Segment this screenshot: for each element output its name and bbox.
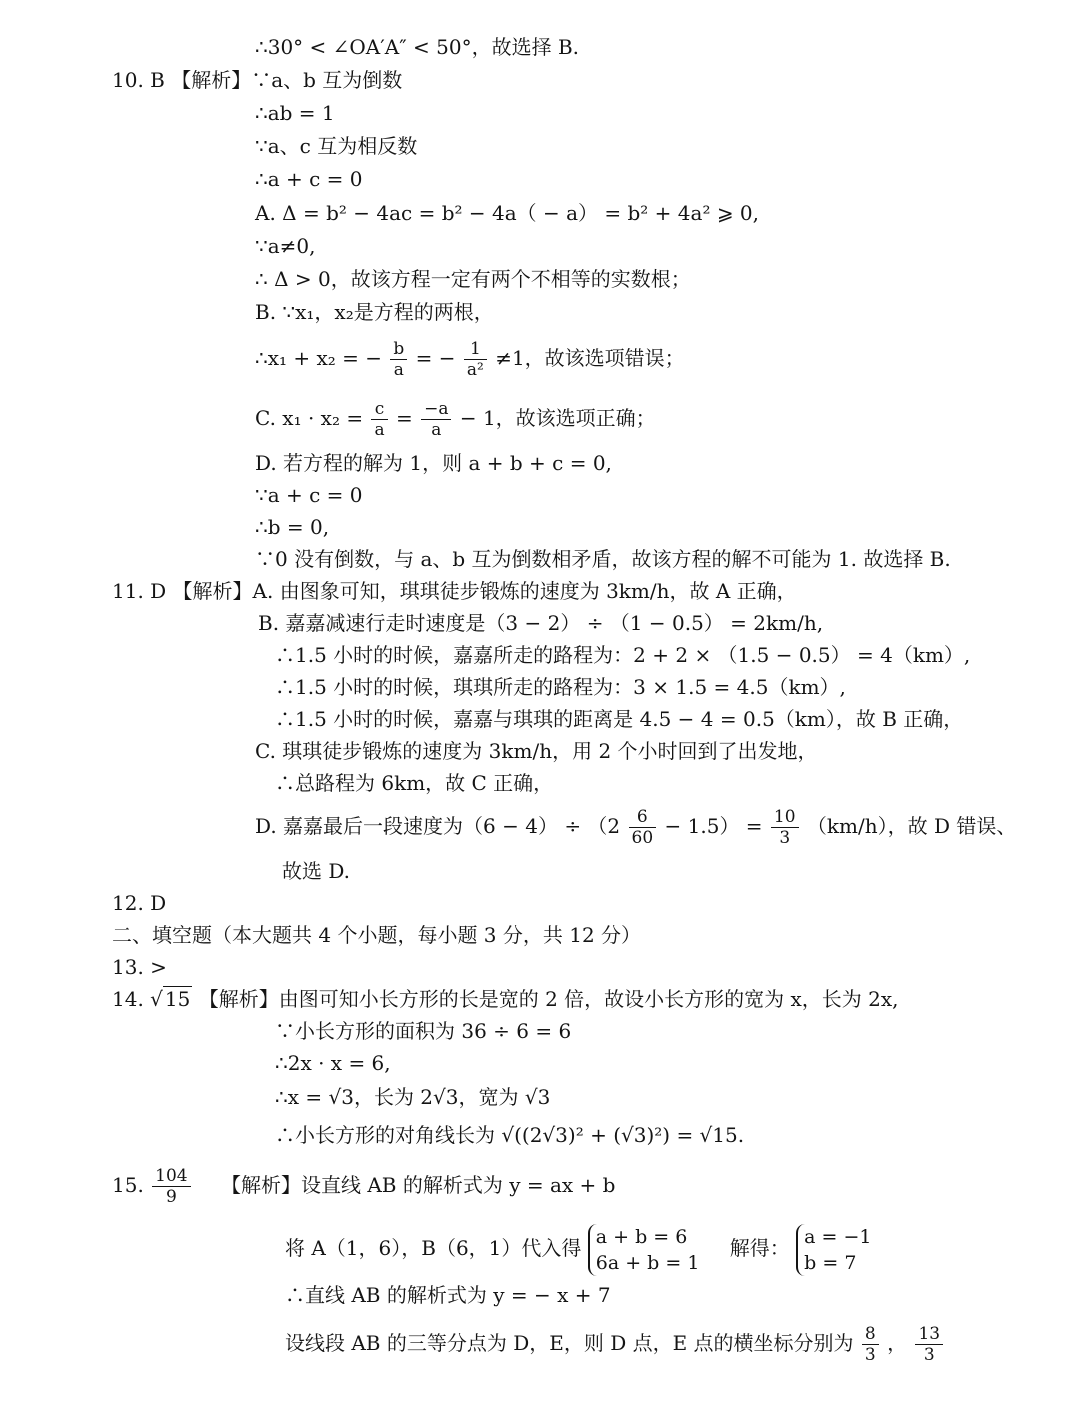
text-segment: = − <box>415 346 456 370</box>
line-q10-b-zero: ∴b = 0, <box>255 515 330 539</box>
text-segment: 将 A（1，6），B（6，1）代入得 <box>285 1236 582 1260</box>
radicand: 15 <box>164 987 191 1011</box>
fraction <box>421 399 451 440</box>
numerator: 104 <box>152 1166 190 1187</box>
text-segment: − 1.5） = <box>664 814 763 838</box>
equation: a + b = 6 <box>595 1225 688 1248</box>
solution-system <box>796 1224 871 1276</box>
line-q11-qiqi-distance: ∴1.5 小时的时候，琪琪所走的路程为：3 × 1.5 = 4.5（km）, <box>275 675 846 699</box>
text-segment: D. 嘉嘉最后一段速度为（6 − 4） ÷ （2 <box>255 814 621 838</box>
numerator: 6 <box>629 807 657 828</box>
line-q15-header <box>112 1162 615 1208</box>
text-segment: 15. <box>112 1173 144 1197</box>
fraction <box>862 1324 879 1365</box>
fraction <box>390 339 407 380</box>
denominator: 60 <box>631 828 654 848</box>
fraction <box>915 1324 943 1365</box>
line-q12-answer: 12. D <box>112 891 167 915</box>
line-q11-jiajia-distance: ∴1.5 小时的时候，嘉嘉所走的路程为：2 + 2 × （1.5 − 0.5） = 4（km）, <box>275 643 971 667</box>
text-segment: = <box>395 406 413 430</box>
text-segment: （km/h），故 D 错误、 <box>806 814 1017 838</box>
text-segment: C. x₁ · x₂ = <box>255 406 364 430</box>
section-heading-fill-blank: 二、填空题（本大题共 4 个小题，每小题 3 分，共 12 分） <box>112 923 642 947</box>
numerator: 1 <box>464 339 487 360</box>
denominator: 3 <box>864 1345 876 1365</box>
equation: b = 7 <box>804 1251 857 1274</box>
line-q11-option-c: C. 琪琪徒步锻炼的速度为 3km/h，用 2 个小时回到了出发地， <box>255 739 818 763</box>
equation: 6a + b = 1 <box>595 1251 700 1274</box>
text-segment: − 1，故该选项正确； <box>459 406 656 430</box>
fraction <box>771 807 799 848</box>
denominator: 9 <box>165 1187 177 1207</box>
line-q14-header <box>112 986 899 1012</box>
fraction <box>371 399 387 440</box>
text-segment: 【解析】设直线 AB 的解析式为 y = ax + b <box>220 1173 616 1197</box>
numerator: b <box>390 339 407 360</box>
text-segment: 设线段 AB 的三等分点为 D，E，则 D 点，E 点的横坐标分别为 <box>285 1331 854 1355</box>
line-q10-a-plus-c-zero: ∵a + c = 0 <box>255 483 363 507</box>
text-segment: ， <box>887 1331 908 1355</box>
line-q13-answer: 13. > <box>112 955 167 979</box>
fraction <box>152 1166 190 1207</box>
line-q10-ac-opposite: ∵a、c 互为相反数 <box>255 134 418 158</box>
line-q11-gap: ∴1.5 小时的时候，嘉嘉与琪琪的距离是 4.5 − 4 = 0.5（km），故 B 正确， <box>275 707 964 731</box>
denominator: a² <box>466 360 484 380</box>
numerator: c <box>371 399 387 420</box>
line-q10-delta: ∴ Δ > 0，故该方程一定有两个不相等的实数根； <box>255 267 691 291</box>
text-segment: 解得： <box>729 1236 790 1260</box>
line-q15-line-equation: ∴直线 AB 的解析式为 y = − x + 7 <box>285 1283 611 1307</box>
line-q10-conclusion: ∵0 没有倒数，与 a、b 互为倒数相矛盾，故该方程的解不可能为 1. 故选择 B. <box>255 547 951 571</box>
text-segment: ≠1，故该选项错误； <box>495 346 685 370</box>
line-q14-equation: ∴2x · x = 6, <box>275 1051 391 1075</box>
numerator: 8 <box>862 1324 879 1345</box>
line-q14-area: ∵小长方形的面积为 36 ÷ 6 = 6 <box>275 1019 572 1043</box>
line-q10-option-b: B. ∵x₁，x₂是方程的两根， <box>255 300 494 324</box>
text-segment: 14. √ <box>112 987 163 1011</box>
line-q15-system <box>285 1220 872 1276</box>
line-q11-option-d <box>255 804 1016 848</box>
line-q10-a-nonzero: ∵a≠0, <box>255 234 316 258</box>
denominator: 3 <box>779 828 791 848</box>
numerator: −a <box>421 399 451 420</box>
line-q10-header: 10. B 【解析】∵a、b 互为倒数 <box>112 68 403 92</box>
numerator: 10 <box>771 807 799 828</box>
equation: a = −1 <box>804 1225 872 1248</box>
equation-system <box>588 1224 700 1276</box>
line-q10-a-plus-c: ∴a + c = 0 <box>255 167 363 191</box>
line-q10-option-a: A. Δ = b² − 4ac = b² − 4a（ − a） = b² + 4a² ⩾ 0, <box>255 201 760 225</box>
line-q10-option-d: D. 若方程的解为 1，则 a + b + c = 0, <box>255 451 612 475</box>
text-segment: 【解析】由图可知小长方形的长是宽的 2 倍，故设小长方形的宽为 x，长为 2x, <box>198 987 899 1011</box>
fraction <box>464 339 487 380</box>
denominator: 3 <box>923 1345 935 1365</box>
line-q14-diagonal: ∴小长方形的对角线长为 √((2√3)² + (√3)²) = √15. <box>275 1123 745 1147</box>
line-q10-ab: ∴ab = 1 <box>255 101 335 125</box>
line-q11-answer: 故选 D. <box>282 859 351 883</box>
line-q14-solution: ∴x = √3，长为 2√3，宽为 √3 <box>275 1085 551 1109</box>
line-q11-total-distance: ∴总路程为 6km，故 C 正确， <box>275 771 554 795</box>
line-q10-sum-roots <box>255 336 685 380</box>
denominator: a <box>374 420 385 440</box>
line-q10-option-c <box>255 396 656 440</box>
denominator: a <box>393 360 404 380</box>
numerator: 13 <box>915 1324 943 1345</box>
line-q15-trisection <box>285 1318 945 1368</box>
line-q11-option-b: B. 嘉嘉减速行走时速度是（3 − 2） ÷ （1 − 0.5） = 2km/h, <box>258 611 824 635</box>
line-q11-header: 11. D 【解析】A. 由图象可知，琪琪徒步锻炼的速度为 3km/h，故 A 正确， <box>112 579 797 603</box>
denominator: a <box>431 420 442 440</box>
fraction <box>629 807 657 848</box>
text-segment: ∴x₁ + x₂ = − <box>255 346 383 370</box>
line-q9-conclusion: ∴30° < ∠OA′A″ < 50°，故选择 B. <box>255 35 580 59</box>
